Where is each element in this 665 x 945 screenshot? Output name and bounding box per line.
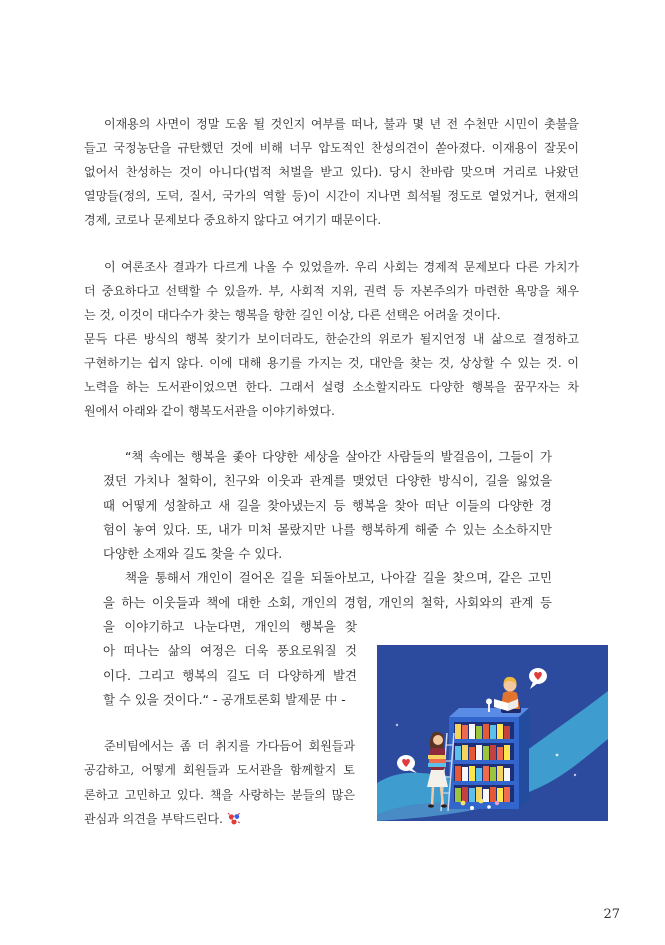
text-line: 이재용의 사면이 정말 도움 될 것인지 여부를 떠나, 불과 몇 년 전 수천만 시민이 촛불을 (104, 117, 579, 131)
quote-line: 험이 놓여 있다. 또, 내가 미처 몰랐지만 나를 행복하게 해줄 수 있는 소소하지만 (103, 521, 552, 537)
page-number: 27 (603, 907, 620, 922)
bookshelf (449, 708, 529, 809)
book (462, 725, 468, 739)
text-line: 는 것, 이것이 대다수가 찾는 행복을 향한 길인 이상, 다른 선택은 어려울 것이다. (84, 308, 501, 322)
paragraph-2 (84, 255, 579, 423)
book (462, 767, 468, 781)
book (490, 745, 496, 760)
text-line-with-icon (84, 807, 355, 831)
quote-attribution-line: 할 수 있을 것이다.“ - 공개토론회 발제문 中 - (103, 691, 346, 707)
book (469, 788, 475, 802)
book (497, 724, 503, 739)
held-book (429, 759, 446, 763)
text-line: 경제, 코로나 문제보다 중요하지 않다고 여기기 때문이다. (84, 213, 382, 227)
sparkle-icon (227, 812, 241, 826)
book (504, 768, 510, 781)
book (504, 726, 510, 739)
book (490, 725, 496, 739)
paragraph-1 (84, 112, 579, 232)
text-line: 이 여론조사 결과가 다르게 나올 수 있었을까. 우리 사회는 경제적 문제보다 다른 가치가 (104, 260, 579, 274)
held-book (428, 763, 446, 767)
text-line: 원에서 아래와 같이 행복도서관을 이야기하였다. (84, 404, 335, 418)
book (497, 747, 503, 760)
bookshelf-side (519, 708, 529, 809)
book (497, 788, 503, 802)
book (455, 788, 461, 802)
text-line: 구현하기는 쉽지 않다. 이에 대해 용기를 가지는 것, 대안을 찾는 것, 상상할 수 있는 것. 이 (84, 356, 579, 370)
book (455, 746, 461, 760)
quote-line: 때 어떻게 성찰하고 새 길을 찾아냈는지 등 행복을 찾아 떠난 이들의 다양한 경 (103, 497, 552, 513)
book (469, 724, 475, 739)
book (476, 726, 482, 739)
text-line: 공감하고, 어떻게 회원들과 도서관을 함께할지 토 (84, 763, 355, 778)
text-line: 열망들(정의, 도덕, 질서, 국가의 역할 등)이 시간이 지나면 희석될 정도로 옅었거나, 현재의 (84, 189, 579, 203)
text-line: 준비팀에서는 좀 더 취지를 가다듬어 회원들과 (104, 739, 355, 753)
book (483, 789, 489, 802)
book (483, 766, 489, 781)
book (455, 766, 461, 781)
quote-line: 다양한 소재와 길도 찾을 수 있다. (103, 546, 283, 562)
quote-line: 이다. 그리고 행복의 길도 더 다양하게 발견 (103, 667, 357, 683)
quote-line: 을 하는 이웃들과 책에 대한 소회, 개인의 경험, 개인의 철학, 사회와의 관계 등 (103, 594, 552, 610)
text-line: 노력을 하는 도서관이었으면 한다. 그래서 설령 소소할지라도 다양한 행복을 꿈꾸자는 차 (84, 380, 579, 394)
quote-line: 졌던 가치나 철학이, 친구와 이웃과 관계를 맺었던 다양한 방식이, 길을 잃었을 (103, 473, 552, 489)
text-line: 없어서 찬성하는 것이 아니다(법적 처벌을 받고 있다). 당시 찬바람 맞으며 거리로 나왔던 (84, 165, 579, 179)
book (462, 745, 468, 760)
book (455, 724, 461, 739)
book (483, 724, 489, 739)
book (490, 767, 496, 781)
book (476, 768, 482, 781)
text-line: 관심과 의견을 부탁드린다. (84, 811, 223, 826)
quote-line: 을 이야기하고 나눈다면, 개인의 행복을 찾 (103, 619, 357, 635)
book (462, 787, 468, 802)
text-line: 들고 국정농단을 규탄했던 것에 비해 너무 압도적인 찬성의견이 쏟아졌다. 이재용이 잘못이 (84, 141, 579, 155)
book (504, 787, 510, 802)
book (469, 747, 475, 760)
book (483, 746, 489, 760)
quote-line: “책 속에는 행복을 좇아 다양한 세상을 살아간 사람들의 발걸음이, 그들이 가 (125, 449, 552, 464)
text-line: 문득 다른 방식의 행복 찾기가 보이더라도, 한순간의 위로가 될지언정 내 삶으로 결정하고 (84, 332, 579, 346)
text-line: 론하고 고민하고 있다. 책을 사랑하는 분들의 많은 (84, 787, 355, 802)
girl-face (433, 735, 443, 745)
book (469, 766, 475, 781)
text-line: 더 중요하다고 선택할 수 있을까. 부, 사회적 지위, 권력 등 자본주의가 마련한 욕망을 채우 (84, 284, 579, 298)
paragraph-3 (84, 734, 355, 831)
book (476, 745, 482, 760)
book (497, 766, 503, 781)
quote-line: 아 떠나는 삶의 여정은 더욱 풍요로워질 것 (103, 643, 357, 659)
held-book (428, 755, 446, 759)
quote-line: 책을 통해서 개인이 걸어온 길을 되돌아보고, 나아갈 길을 찾으며, 같은 고민 (125, 570, 552, 586)
book (490, 787, 496, 802)
bookshelf-reading-illustration (377, 645, 608, 821)
book (504, 745, 510, 760)
